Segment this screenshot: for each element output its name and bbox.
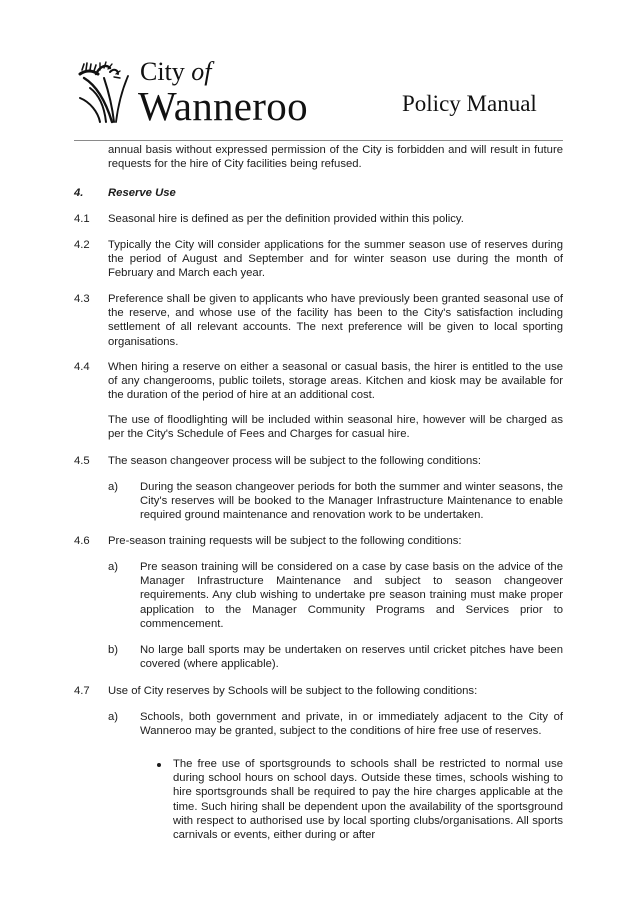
clause-text: Preference shall be given to applicants who have previously been granted seasonal use of the reserve, and whose use of the facility has been to the City's satisfaction including settlement of all relevant accounts. The next preference will be given to local sporting organisations. bbox=[108, 293, 563, 348]
clause-number: 4.2 bbox=[74, 239, 90, 251]
clause-text: Use of City reserves by Schools will be subject to the following conditions: bbox=[108, 685, 478, 697]
section-number: 4. bbox=[74, 187, 84, 199]
clause-text: Pre-season training requests will be subject to the following conditions: bbox=[108, 535, 462, 547]
sub-item-text: Pre season training will be considered on a case by case basis on the advice of the Manager Infrastructure Maintenance and subject to season changeover requirements. Any club wishing to undertake pre season training must make proper application to the Manager Community Programs and Services prior to commencement. bbox=[140, 561, 563, 630]
sub-item-text: During the season changeover periods for both the summer and winter seasons, the City's reserves will be booked to the Manager Infrastructure Maintenance to enable required ground maintenance and renovation work to be undertaken. bbox=[140, 481, 563, 522]
clause-text-continued: The use of floodlighting will be included within seasonal hire, however will be charged as per the City's Schedule of Fees and Charges for casual hire. bbox=[108, 414, 563, 441]
logo-city-of-text: City of bbox=[140, 57, 212, 86]
sub-item-label: b) bbox=[108, 644, 119, 656]
policy-manual-title: Policy Manual bbox=[402, 91, 537, 116]
sub-item-label: a) bbox=[108, 561, 119, 573]
bullet-icon bbox=[157, 763, 161, 767]
clause-number: 4.7 bbox=[74, 685, 90, 697]
bullet-text: The free use of sportsgrounds to schools shall be restricted to normal use during school hours on school days. Outside these times, schools wishing to hire sportsgrounds shall be required to pay the hire charges applicable at the time. Such hiring shall be dependent upon the availability of the sportsground with respect to authorised use by local sporting clubs/organisations. All sports carnivals or events, either during or after bbox=[173, 758, 563, 842]
clause-text: When hiring a reserve on either a seasonal or casual basis, the hirer is entitled to the use of any changerooms, public toilets, storage areas. Kitchen and kiosk may be available for the duration of the period of hire at an additional cost. bbox=[108, 361, 563, 402]
header-divider bbox=[74, 140, 563, 141]
sub-item-text: No large ball sports may be undertaken on reserves until cricket pitches have been covered (where applicable). bbox=[140, 644, 563, 671]
clause-number: 4.6 bbox=[74, 535, 90, 547]
kangaroo-paw-icon bbox=[76, 60, 136, 126]
continuation-paragraph: annual basis without expressed permission of the City is forbidden and will result in future requests for the hire of City facilities being refused. bbox=[108, 144, 563, 171]
clause-text: Seasonal hire is defined as per the definition provided within this policy. bbox=[108, 213, 464, 225]
clause-text: Typically the City will consider applications for the summer season use of reserves during the period of August and September and for winter season use during the month of February and March each year. bbox=[108, 239, 563, 280]
clause-text: The season changeover process will be subject to the following conditions: bbox=[108, 455, 482, 467]
section-title: Reserve Use bbox=[108, 187, 176, 199]
clause-number: 4.1 bbox=[74, 213, 90, 225]
sub-item-label: a) bbox=[108, 481, 119, 493]
clause-number: 4.4 bbox=[74, 361, 90, 373]
sub-item-text: Schools, both government and private, in or immediately adjacent to the City of Wanneroo may be granted, subject to the conditions of hire free use of reserves. bbox=[140, 711, 563, 738]
logo-wanneroo-text: Wanneroo bbox=[138, 83, 308, 129]
sub-item-label: a) bbox=[108, 711, 119, 723]
clause-number: 4.3 bbox=[74, 293, 90, 305]
clause-number: 4.5 bbox=[74, 455, 90, 467]
city-of-wanneroo-logo bbox=[76, 57, 346, 130]
